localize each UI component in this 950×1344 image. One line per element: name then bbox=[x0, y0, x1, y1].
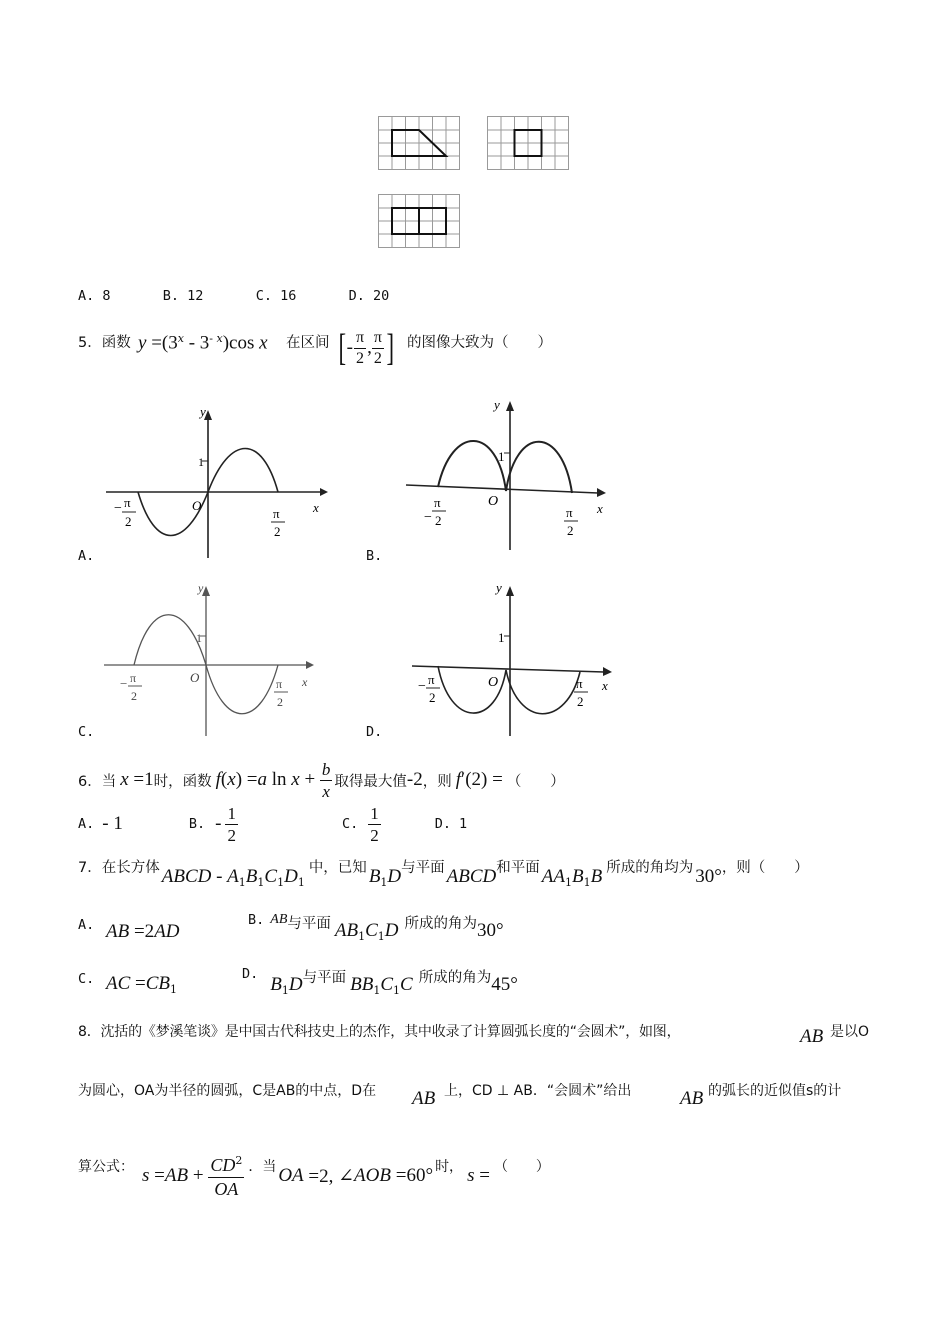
graph-c-tick-one: 1 bbox=[196, 631, 202, 645]
q6-max-value: -2 bbox=[406, 769, 423, 790]
graph-b-x-label: x bbox=[597, 501, 603, 516]
q4-option-b: B. 12 bbox=[162, 288, 204, 304]
graph-b-tick-one: 1 bbox=[498, 449, 505, 464]
q6-option-d-label: D. bbox=[434, 816, 451, 832]
graph-a-tick-one: 1 bbox=[198, 455, 204, 469]
q5-graph-b bbox=[402, 395, 616, 555]
q7-stem: 7．在长方体 ABCD - $A_1B_1C_1D_1$ 中，已知 $B_1D$ 与平面 ABCD 和平面 $AA_1B_1B$ 所成的角均为 30° ，则（ ） bbox=[78, 860, 809, 890]
graph-b-neg-pi: π bbox=[434, 495, 441, 510]
q5-option-a: A. bbox=[78, 548, 95, 564]
graph-c-pos-pi: π bbox=[276, 677, 283, 691]
q5-stem: 5．函数 bbox=[78, 335, 131, 351]
graph-b-y-label: y bbox=[494, 397, 500, 412]
q7-option-c: C. bbox=[78, 971, 95, 987]
graph-b-pos-pi: π bbox=[566, 505, 573, 520]
q5-graph-a bbox=[100, 400, 330, 560]
q6-option-c-label: C. bbox=[341, 816, 359, 832]
graph-d-origin: O bbox=[488, 675, 499, 690]
q5-graph-d bbox=[410, 578, 618, 738]
q6-option-b-label: B. bbox=[188, 816, 206, 832]
q5-graph-c bbox=[100, 578, 322, 738]
graph-c-neg-pi: π bbox=[130, 671, 137, 685]
graph-a-x-label: x bbox=[313, 500, 319, 515]
q7-option-a: A. bbox=[78, 917, 95, 933]
graph-d-minus: − bbox=[418, 679, 426, 694]
q7-option-a-math: AB =2AD bbox=[106, 921, 180, 942]
q7-option-c-math: AC $=CB_1$ bbox=[106, 973, 178, 997]
graph-c-neg-two: 2 bbox=[131, 689, 137, 703]
graph-d-neg-two: 2 bbox=[429, 690, 436, 705]
q5-option-c: C. bbox=[78, 724, 95, 740]
q6-stem: 6．当 x =1 时，函数 f ( x ) = a ln x + $\frac{b}{x}$ 取得最大值 -2 ，则 f ′(2) = （ ） bbox=[78, 759, 565, 801]
q4-option-a: A. 8 bbox=[78, 288, 111, 304]
graph-d-y-label: y bbox=[496, 580, 502, 595]
q8-line-2c: 的弧长的近似值s的计 bbox=[708, 1083, 842, 1099]
three-view-top bbox=[378, 194, 464, 248]
q5-mid: 在区间 bbox=[286, 335, 330, 351]
q8-line-1b: 是以O bbox=[830, 1024, 870, 1040]
q7-option-b: B. AB 与平面 $AB_1C_1D$ 所成的角为 30° bbox=[248, 912, 504, 944]
q4-options bbox=[78, 288, 389, 304]
q7-option-d: D. $B_1D$ 与平面 $BB_1C_1C$ 所成的角为 45° bbox=[242, 966, 518, 998]
graph-b-pos-two: 2 bbox=[567, 523, 574, 538]
q4-option-d: D. 20 bbox=[348, 288, 390, 304]
q5-interval: [ - $\frac{\pi}{2}$ , $\frac{\pi}{2}$ ] bbox=[338, 327, 395, 369]
graph-a-origin: O bbox=[192, 498, 202, 513]
q4-option-c: C. 16 bbox=[255, 288, 297, 304]
q8-line-3: 算公式： s = AB + $\frac{CD^2}{OA}$ ．当 OA =2, ∠ AOB =60° 时， s = （ ） bbox=[78, 1153, 550, 1199]
q8-arc-3: AB bbox=[680, 1088, 704, 1109]
q8-line-2b: 上，CD ⊥ AB．“会圆术”给出 bbox=[444, 1083, 632, 1099]
q8-arc-2: AB bbox=[412, 1088, 436, 1109]
graph-d-neg-pi: π bbox=[428, 672, 435, 687]
graph-c-minus: − bbox=[120, 676, 128, 691]
q8-arc-1: AB bbox=[800, 1026, 824, 1047]
three-view-side bbox=[487, 116, 569, 170]
graph-d-tick-one: 1 bbox=[498, 630, 505, 645]
q6-options: A. - 1 B. - $\frac{1}{2}$ C. $\frac{1}{2}$ D. 1 bbox=[78, 803, 468, 845]
graph-c-y-label: y bbox=[198, 581, 204, 595]
graph-a-neg-two: 2 bbox=[125, 514, 132, 529]
graph-b-neg-two: 2 bbox=[435, 513, 442, 528]
graph-a-minus: − bbox=[114, 501, 122, 516]
graph-d-pos-pi: π bbox=[576, 676, 583, 691]
graph-c-pos-two: 2 bbox=[277, 695, 283, 709]
three-view-front bbox=[378, 116, 464, 170]
graph-b-minus: − bbox=[424, 510, 432, 525]
graph-d-pos-two: 2 bbox=[577, 694, 584, 709]
graph-a-pos-two: 2 bbox=[274, 524, 281, 539]
graph-a-neg-pi: π bbox=[124, 495, 131, 510]
graph-b-origin: O bbox=[488, 494, 499, 509]
graph-d-x-label: x bbox=[602, 678, 608, 693]
q8-line-2a: 为圆心，OA为半径的圆弧，C是AB的中点，D在 bbox=[78, 1083, 377, 1099]
q5-option-b: B. bbox=[366, 548, 383, 564]
q5-option-d: D. bbox=[366, 724, 383, 740]
q5-formula: $y =(3^x - 3^{- x})\cos$ x bbox=[138, 332, 268, 354]
graph-a-y-label: y bbox=[200, 404, 206, 419]
q8-line-1: 8．沈括的《梦溪笔谈》是中国古代科技史上的杰作，其中收录了计算圆弧长度的“会圆术”，如图， bbox=[78, 1024, 681, 1040]
graph-a-pos-pi: π bbox=[273, 506, 280, 521]
q6-option-a-label: A. bbox=[78, 816, 95, 832]
q5-tail: 的图像大致为（ ） bbox=[407, 335, 552, 351]
graph-c-x-label: x bbox=[302, 675, 308, 689]
graph-c-origin: O bbox=[190, 670, 200, 685]
